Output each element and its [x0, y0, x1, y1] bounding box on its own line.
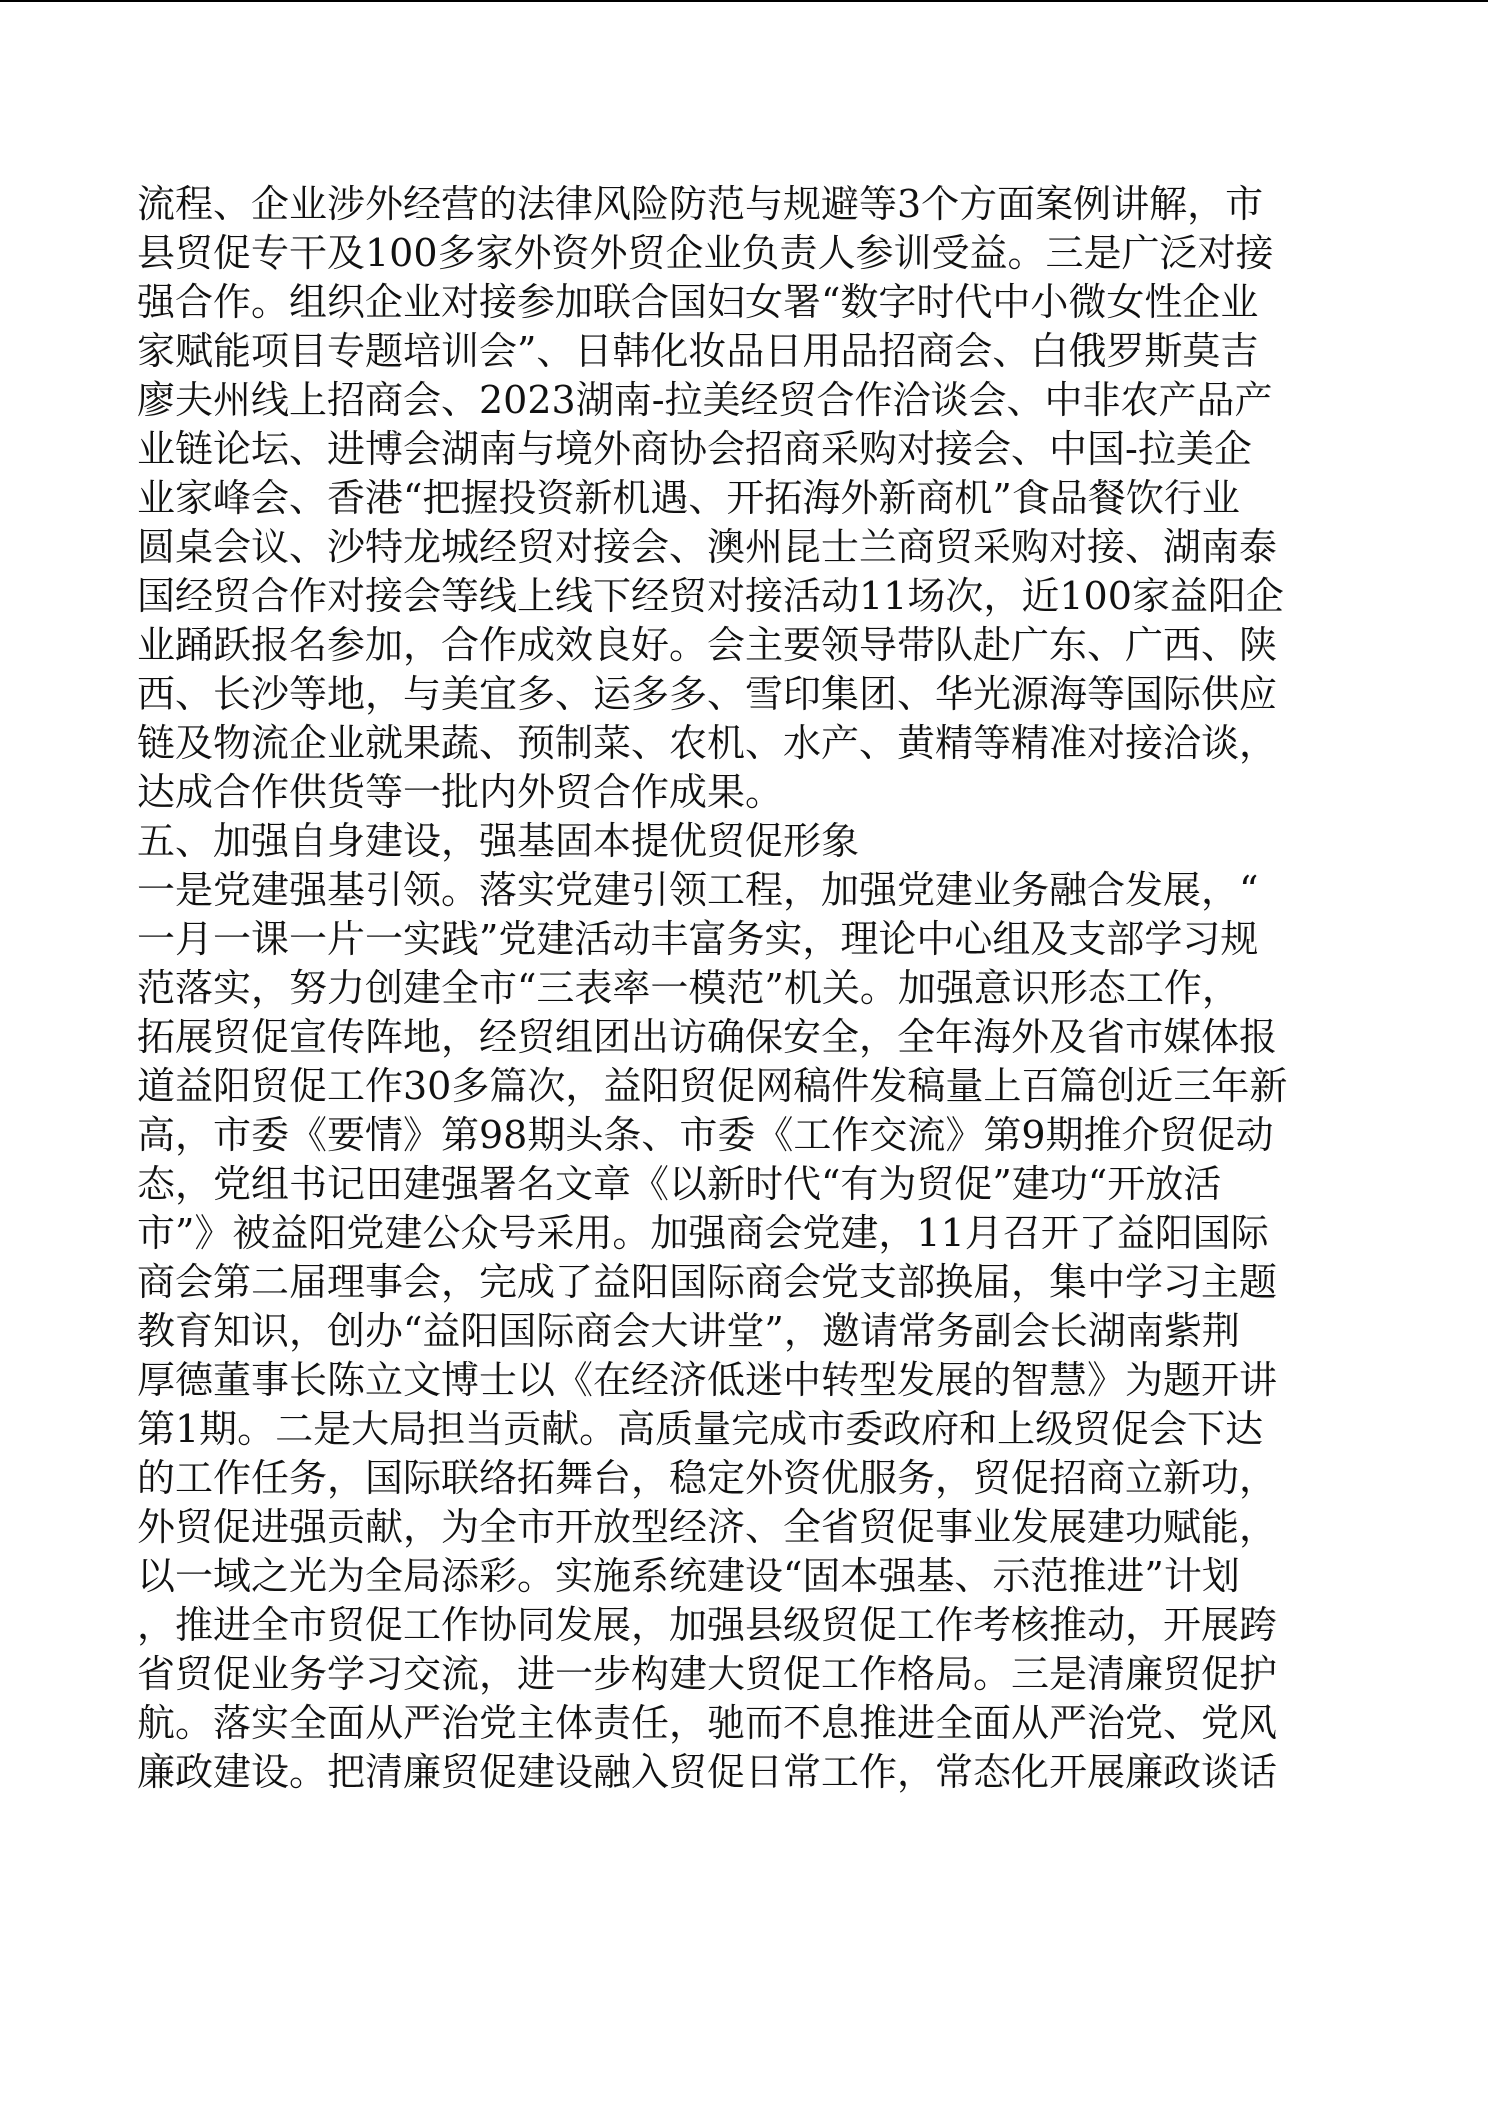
section-heading: 五、加强自身建设，强基固本提优贸促形象 — [137, 819, 860, 863]
text-line: 县贸促专干及100多家外资外贸企业负责人参训受益。三是广泛对接 — [137, 231, 1274, 275]
text-line: 廖夫州线上招商会、2023湖南-拉美经贸合作洽谈会、中非农产品产 — [137, 378, 1273, 422]
text-line: 第1期。二是大局担当贡献。高质量完成市委政府和上级贸促会下达 — [137, 1407, 1264, 1451]
text-line: 道益阳贸促工作30多篇次，益阳贸促网稿件发稿量上百篇创近三年新 — [137, 1064, 1288, 1108]
text-line: 外贸促进强贡献，为全市开放型经济、全省贸促事业发展建功赋能， — [137, 1505, 1278, 1549]
text-line: 流程、企业涉外经营的法律风险防范与规避等3个方面案例讲解，市 — [137, 182, 1264, 226]
text-line: 达成合作供货等一批内外贸合作成果。 — [137, 770, 784, 814]
text-line: ，推进全市贸促工作协同发展，加强县级贸促工作考核推动，开展跨 — [137, 1603, 1278, 1647]
text-line: 省贸促业务学习交流，进一步构建大贸促工作格局。三是清廉贸促护 — [137, 1652, 1278, 1696]
text-line: 链及物流企业就果蔬、预制菜、农机、水产、黄精等精准对接洽谈， — [137, 721, 1278, 765]
text-line: 范落实，努力创建全市“三表率一模范”机关。加强意识形态工作， — [137, 966, 1240, 1010]
body-text — [137, 180, 1341, 1797]
text-line: 西、长沙等地，与美宜多、运多多、雪印集团、华光源海等国际供应 — [137, 672, 1278, 716]
text-line: 业链论坛、进博会湖南与境外商协会招商采购对接会、中国-拉美企 — [137, 427, 1252, 471]
text-line: 家赋能项目专题培训会”、日韩化妆品日用品招商会、白俄罗斯莫吉 — [137, 329, 1259, 373]
text-line: 航。落实全面从严治党主体责任，驰而不息推进全面从严治党、党风 — [137, 1701, 1278, 1745]
text-line: 拓展贸促宣传阵地，经贸组团出访确保安全，全年海外及省市媒体报 — [137, 1015, 1278, 1059]
text-line: 厚德董事长陈立文博士以《在经济低迷中转型发展的智慧》为题开讲 — [137, 1358, 1278, 1402]
text-line: 高，市委《要情》第98期头条、市委《工作交流》第9期推介贸促动 — [137, 1113, 1274, 1157]
text-line: 的工作任务，国际联络拓舞台，稳定外资优服务，贸促招商立新功， — [137, 1456, 1278, 1500]
text-line: 国经贸合作对接会等线上线下经贸对接活动11场次，近100家益阳企 — [137, 574, 1284, 618]
text-line: 商会第二届理事会，完成了益阳国际商会党支部换届，集中学习主题 — [137, 1260, 1278, 1304]
text-line: 圆桌会议、沙特龙城经贸对接会、澳州昆士兰商贸采购对接、湖南泰 — [137, 525, 1278, 569]
text-line: 教育知识，创办“益阳国际商会大讲堂”，邀请常务副会长湖南紫荆 — [137, 1309, 1240, 1353]
text-line: 一是党建强基引领。落实党建引领工程，加强党建业务融合发展，“ — [137, 868, 1259, 912]
text-line: 业家峰会、香港“把握投资新机遇、开拓海外新商机”食品餐饮行业 — [137, 476, 1240, 520]
text-line: 业踊跃报名参加，合作成效良好。会主要领导带队赴广东、广西、陕 — [137, 623, 1278, 667]
text-line: 市”》被益阳党建公众号采用。加强商会党建，11月召开了益阳国际 — [137, 1211, 1269, 1255]
text-line: 以一域之光为全局添彩。实施系统建设“固本强基、示范推进”计划 — [137, 1554, 1240, 1598]
text-line: 廉政建设。把清廉贸促建设融入贸促日常工作，常态化开展廉政谈话 — [137, 1750, 1278, 1794]
text-line: 一月一课一片一实践”党建活动丰富务实，理论中心组及支部学习规 — [137, 917, 1259, 961]
text-line: 态，党组书记田建强署名文章《以新时代“有为贸促”建功“开放活 — [137, 1162, 1222, 1206]
text-line: 强合作。组织企业对接参加联合国妇女署“数字时代中小微女性企业 — [137, 280, 1259, 324]
